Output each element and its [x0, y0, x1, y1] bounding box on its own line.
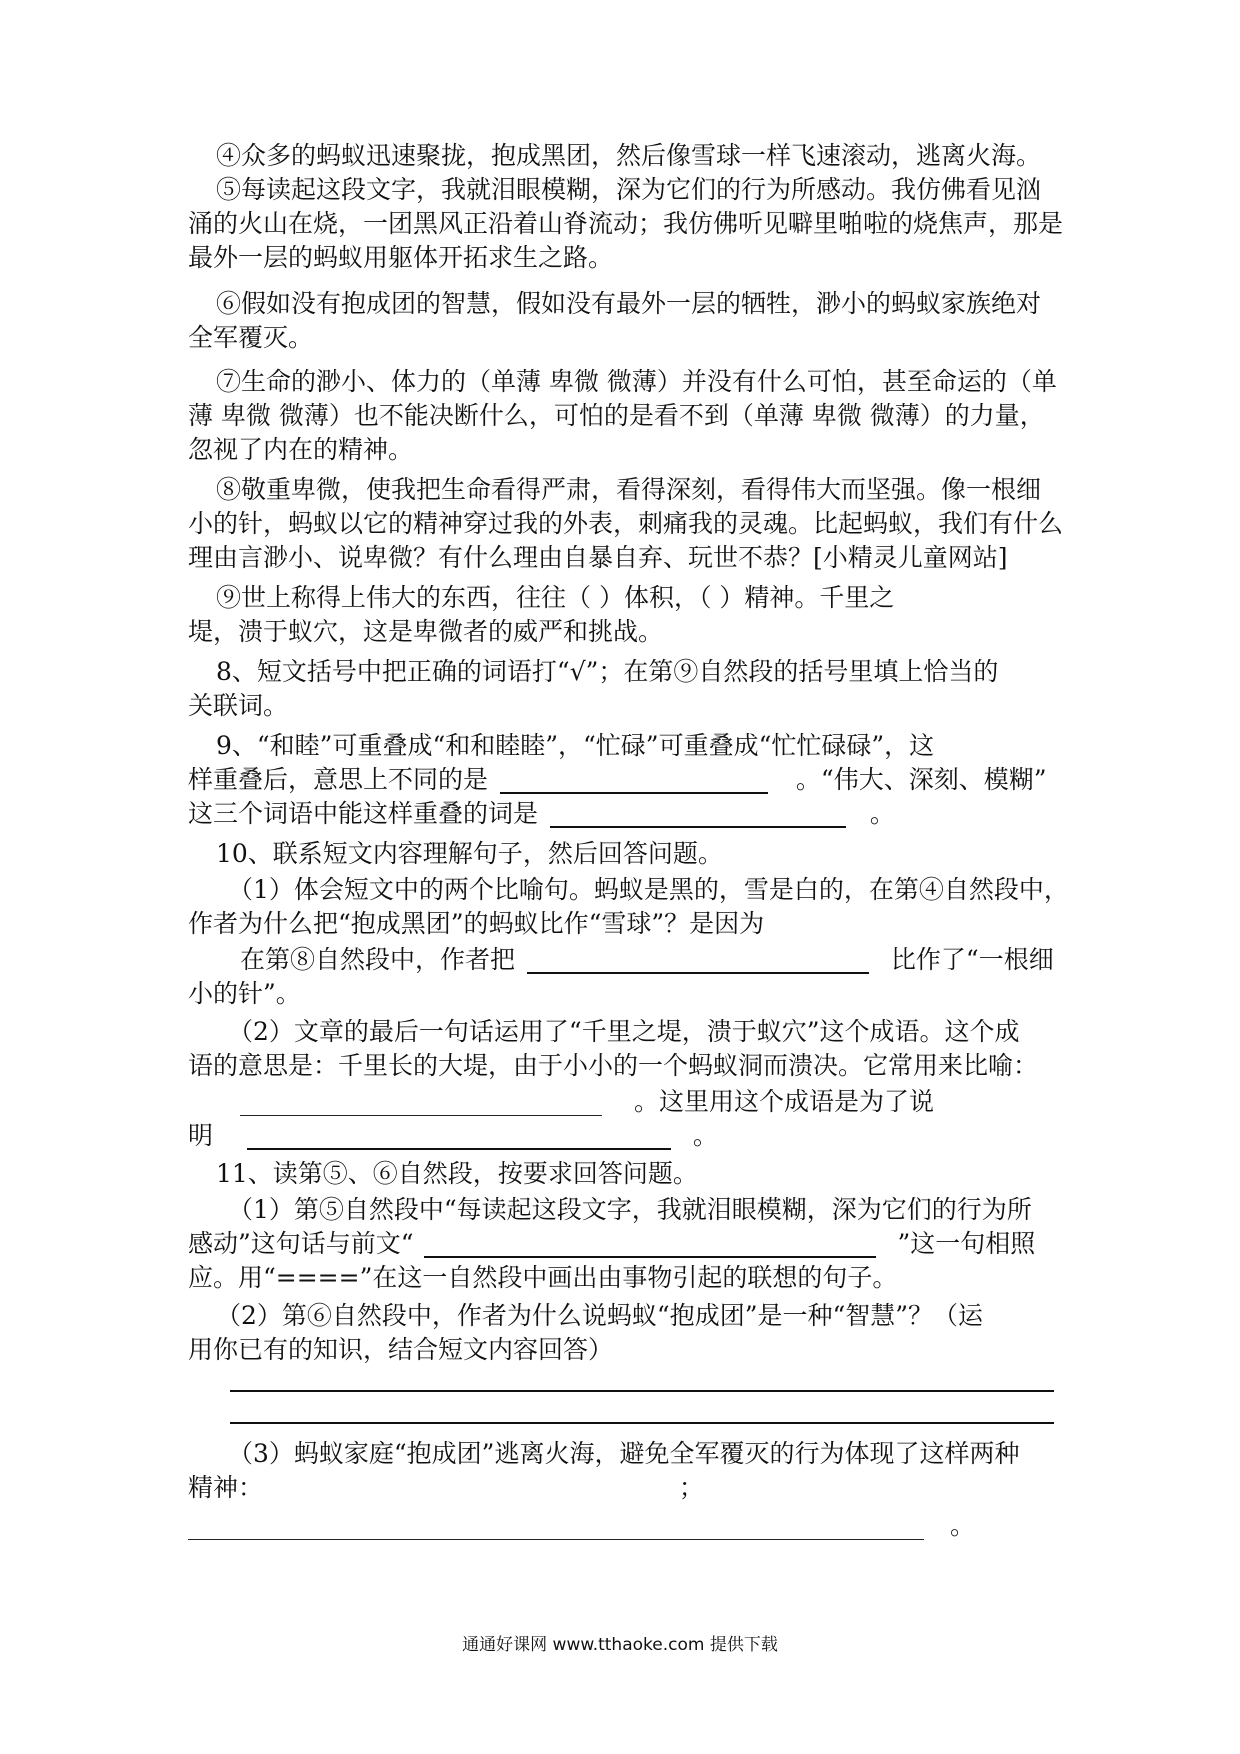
- paragraph-7-line-1: ⑦生命的渺小、体力的（单薄 卑微 微薄）并没有什么可怕，甚至命运的（单: [216, 367, 1057, 396]
- paragraph-8-line-2: 小的针，蚂蚁以它的精神穿过我的外表，刺痛我的灵魂。比起蚂蚁，我们有什么: [188, 509, 1064, 538]
- question-9-line-1: 9、“和睦”可重叠成“和和睦睦”，“忙碌”可重叠成“忙忙碌碌”，这: [216, 731, 935, 760]
- page-footer: 通通好课网 www.tthaoke.com 提供下载: [462, 1635, 778, 1655]
- question-11-2-line-2: 用你已有的知识，结合短文内容回答）: [188, 1335, 614, 1364]
- question-10-2-text-a: 。这里用这个成语是为了说: [633, 1087, 934, 1116]
- question-11-1-line-2: [0, 1226, 1240, 1262]
- paragraph-5-line-1: ⑤每读起这段文字，我就泪眼模糊，深为它们的行为所感动。我仿佛看见汹: [216, 175, 1042, 204]
- answer-blank-11-3b[interactable]: [188, 1513, 924, 1540]
- question-10-1-line-1: （1）体会短文中的两个比喻句。蚂蚁是黑的，雪是白的，在第④自然段中，: [228, 875, 1069, 904]
- question-11-3-line-3: [0, 1508, 1240, 1544]
- question-10-2-line-4: [0, 1118, 1240, 1154]
- answer-blank-11-1[interactable]: [424, 1230, 876, 1258]
- question-10-1-line-4: 小的针”。: [188, 979, 301, 1008]
- question-11-3-line-1: （3）蚂蚁家庭“抱成团”逃离火海，避免全军覆灭的行为体现了这样两种: [228, 1439, 1020, 1468]
- question-11-2-line-1: （2）第⑥自然段中，作者为什么说蚂蚁“抱成团”是一种“智慧”？（运: [216, 1301, 984, 1330]
- question-9-text-d: 。: [869, 799, 895, 828]
- question-10-2-line-2: 语的意思是：千里长的大堤，由于小小的一个蚂蚁洞而溃决。它常用来比喻：: [188, 1051, 1039, 1080]
- paragraph-6-line-2: 全军覆灭。: [188, 323, 314, 352]
- paragraph-8-line-1: ⑧敬重卑微，使我把生命看得严肃，看得深刻，看得伟大而坚强。像一根细: [216, 475, 1042, 504]
- paragraph-5-line-2: 涌的火山在烧，一团黑风正沿着山脊流动；我仿佛听见噼里啪啦的烧焦声，那是: [188, 209, 1064, 238]
- answer-blank-10-1[interactable]: [527, 946, 869, 974]
- question-10-1-text-a: 在第⑧自然段中，作者把: [240, 945, 516, 974]
- question-10-1-line-2: 作者为什么把“抱成黑团”的蚂蚁比作“雪球”？是因为: [188, 909, 765, 938]
- question-8-line-1: 8、短文括号中把正确的词语打“√”；在第⑨自然段的括号里填上恰当的: [216, 657, 999, 686]
- question-10-2-text-b: 明: [188, 1121, 214, 1150]
- paragraph-7-line-3: 忽视了内在的精神。: [188, 435, 414, 464]
- question-11-3-text-a: 精神：: [188, 1473, 264, 1502]
- question-9-text-b: 。“伟大、深刻、模糊”: [795, 765, 1047, 794]
- answer-blank-11-3a[interactable]: [271, 1475, 671, 1502]
- paragraph-9-line-2: 堤，溃于蚁穴，这是卑微者的威严和挑战。: [188, 617, 664, 646]
- answer-blank-9b[interactable]: [550, 800, 846, 828]
- question-11-1-line-1: （1）第⑤自然段中“每读起这段文字，我就泪眼模糊，深为它们的行为所: [228, 1195, 1032, 1224]
- question-9-text-a: 样重叠后，意思上不同的是: [188, 765, 489, 794]
- question-10-1-line-3: [0, 942, 1240, 978]
- paragraph-9-line-1: ⑨世上称得上伟大的东西，往往（ ）体积，（ ）精神。千里之: [216, 583, 895, 612]
- question-10: 10、联系短文内容理解句子，然后回答问题。: [216, 839, 723, 868]
- answer-blank-10-2a[interactable]: [240, 1089, 602, 1116]
- question-10-1-text-b: 比作了“一根细: [890, 945, 1054, 974]
- paragraph-5-line-3: 最外一层的蚂蚁用躯体开拓求生之路。: [188, 243, 614, 272]
- question-11-3-line-2: [0, 1470, 1240, 1506]
- answer-blank-9a[interactable]: [500, 766, 768, 794]
- paragraph-7-line-2: 薄 卑微 微薄）也不能决断什么，可怕的是看不到（单薄 卑微 微薄）的力量，: [188, 401, 1045, 430]
- question-11-3-text-b: ；: [678, 1473, 704, 1502]
- answer-blank-10-2b[interactable]: [247, 1122, 671, 1150]
- paragraph-6-line-1: ⑥假如没有抱成团的智慧，假如没有最外一层的牺牲，渺小的蚂蚁家族绝对: [216, 289, 1042, 318]
- paragraph-8-line-3: 理由言渺小、说卑微？有什么理由自暴自弃、玩世不恭？[小精灵儿童网站]: [188, 543, 1008, 572]
- question-8-line-2: 关联词。: [188, 691, 289, 720]
- question-9-text-c: 这三个词语中能这样重叠的词是: [188, 799, 539, 828]
- question-9-line-3: [0, 796, 1240, 832]
- question-11-1-line-3: 应。用“====”在这一自然段中画出由事物引起的联想的句子。: [188, 1263, 898, 1292]
- question-10-2-text-c: 。: [692, 1121, 718, 1150]
- question-11-1-text-a: 感动”这句话与前文“: [188, 1229, 414, 1258]
- question-11: 11、读第⑤、⑥自然段，按要求回答问题。: [216, 1159, 698, 1188]
- paragraph-4: ④众多的蚂蚁迅速聚拢，抱成黑团，然后像雪球一样飞速滚动，逃离火海。: [216, 141, 1042, 170]
- question-10-2-line-3: [0, 1084, 1240, 1120]
- question-10-2-line-1: （2）文章的最后一句话运用了“千里之堤，溃于蚁穴”这个成语。这个成: [228, 1017, 1020, 1046]
- answer-line-11-2b[interactable]: [230, 1422, 1054, 1424]
- question-9-line-2: [0, 762, 1240, 798]
- question-11-3-text-c: 。: [949, 1511, 975, 1540]
- answer-line-11-2a[interactable]: [230, 1390, 1054, 1392]
- question-11-1-text-b: ”这一句相照: [897, 1229, 1036, 1258]
